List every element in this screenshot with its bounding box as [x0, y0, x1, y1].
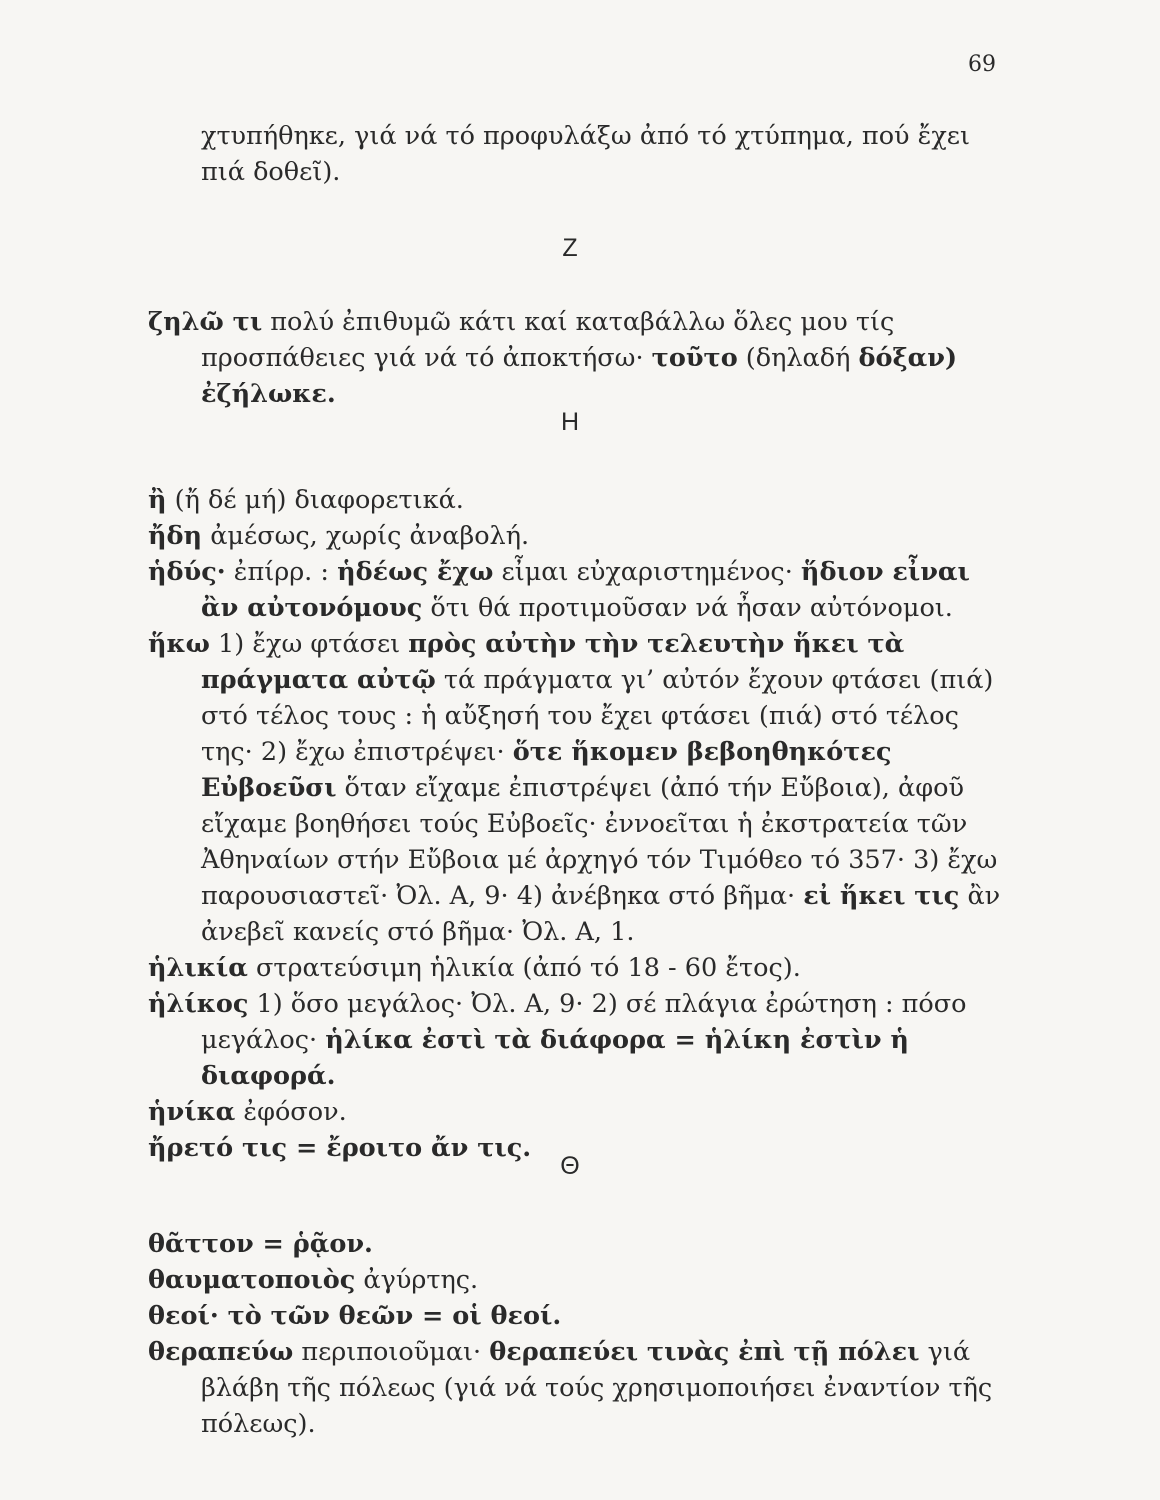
headword: ἡδέως ἔχω — [337, 557, 494, 587]
headword: θᾶττον = ῥᾷον. — [148, 1229, 373, 1259]
dictionary-entry — [148, 1262, 1008, 1298]
dictionary-entry — [148, 626, 1008, 950]
dictionary-entry — [148, 1094, 1008, 1130]
definition-text: 1) ὅσο μεγάλος· Ὀλ. Α, 9· 2) σέ πλάγια ἐρώτηση : πόσο μεγάλος· — [201, 989, 967, 1055]
headword: ζηλῶ τι — [148, 307, 263, 337]
definition-text: ἀμέσως, χωρίς ἀναβολή. — [202, 521, 530, 551]
section-letter-eta: Η — [560, 408, 580, 436]
headword: ἡδύς· — [148, 557, 226, 587]
definition-text: ὅτι θά προτιμοῦσαν νά ἦσαν αὐτόνομοι. — [422, 593, 953, 623]
headword: ἥδιον εἶναι ἂν αὐτονόμους — [201, 557, 970, 623]
dictionary-entry — [148, 554, 1008, 626]
headword: δόξαν) ἐζήλωκε. — [201, 343, 958, 409]
headword: ἢ — [148, 485, 167, 515]
definition-text: (δηλαδή — [737, 343, 859, 373]
definition-text: ἂν ἀνεβεῖ κανείς στό βῆμα· Ὀλ. Α, 1. — [201, 881, 1001, 947]
definition-text: ὅταν εἴχαμε ἐπιστρέψει (ἀπό τήν Εὔβοια), ἀφοῦ εἴχαμε βοηθήσει τούς Εὐβοεῖς· ἐννοεῖται ἡ ἐκστρατεία τῶν Ἀθηναίων στήν Εὔβοια μέ ἀρχηγό τόν Τιμόθεο τό 357· 3) ἔχω παρουσιαστεῖ· Ὀλ. Α, 9· 4) ἀνέβηκα στό βῆμα· — [201, 773, 998, 911]
definition-text: γιά βλάβη τῆς πόλεως (γιά νά τούς χρησιμοποιήσει ἐναντίον τῆς πόλεως). — [201, 1337, 993, 1439]
dictionary-entry — [148, 1334, 1008, 1442]
page-number: 69 — [968, 52, 996, 77]
headword: θεοί· τὸ τῶν θεῶν = οἱ θεοί. — [148, 1301, 562, 1331]
headword: ἤδη — [148, 521, 203, 551]
intro-continuation — [148, 118, 1008, 190]
dictionary-entry — [148, 986, 1008, 1094]
dictionary-entry — [148, 518, 1008, 554]
definition-text: περιποιοῦμαι· — [293, 1337, 490, 1367]
dictionary-entry — [148, 482, 1008, 518]
headword: ἡλίκος — [148, 989, 249, 1019]
definition-text: πολύ ἐπιθυμῶ κάτι καί καταβάλλω ὅλες μου τίς προσπάθειες γιά νά τό ἀποκτήσω· — [201, 307, 895, 373]
definition-text: ἐπίρρ. : — [225, 557, 338, 587]
section-letter-theta: Θ — [560, 1152, 580, 1180]
definition-text: ἀγύρτης. — [355, 1265, 479, 1295]
definition-text: εἶμαι εὐχαριστημένος· — [493, 557, 801, 587]
headword: θεραπεύει τινὰς ἐπὶ τῇ πόλει — [489, 1337, 920, 1367]
headword: πρὸς αὐτὴν τὴν τελευτὴν ἥκει τὰ πράγματα αὐτῷ — [201, 629, 905, 695]
headword: ἡλίκα ἐστὶ τὰ διάφορα = ἡλίκη ἐστὶν ἡ διαφορά. — [201, 1025, 909, 1091]
intro-text: χτυπήθηκε, γιά νά τό προφυλάξω ἀπό τό χτύπημα, πού ἔχει πιά δοθεῖ). — [201, 121, 970, 187]
headword: ἡνίκα — [148, 1097, 236, 1127]
section-zeta-entries — [148, 304, 1008, 412]
headword: ἥκω — [148, 629, 210, 659]
headword: ἡλικία — [148, 953, 248, 983]
headword: ὅτε ἥκομεν βεβοηθηκότες Εὐβοεῦσι — [201, 737, 892, 803]
definition-text: στρατεύσιμη ἡλικία (ἀπό τό 18 - 60 ἔτος). — [247, 953, 801, 983]
headword: ἤρετό τις = ἔροιτο ἄν τις. — [148, 1133, 532, 1163]
headword: τοῦτο — [651, 343, 738, 373]
headword: θαυματοποιὸς — [148, 1265, 356, 1295]
definition-text: (ἤ δέ μή) διαφορετικά. — [166, 485, 464, 515]
headword: θεραπεύω — [148, 1337, 294, 1367]
dictionary-entry — [148, 1298, 1008, 1334]
headword: εἰ ἥκει τις — [803, 881, 960, 911]
definition-text: 1) ἔχω φτάσει — [209, 629, 409, 659]
dictionary-entry — [148, 950, 1008, 986]
definition-text: τά πράγματα γι’ αὐτόν ἔχουν φτάσει (πιά) στό τέλος τους : ἡ αὔξησή του ἔχει φτάσει (πιά) στό τέλος της· 2) ἔχω ἐπιστρέψει· — [201, 665, 994, 767]
dictionary-entry — [148, 304, 1008, 412]
section-eta-entries — [148, 482, 1008, 1166]
section-letter-zeta: Ζ — [562, 234, 578, 262]
definition-text: ἐφόσον. — [235, 1097, 347, 1127]
dictionary-entry — [148, 1226, 1008, 1262]
section-theta-entries — [148, 1226, 1008, 1442]
